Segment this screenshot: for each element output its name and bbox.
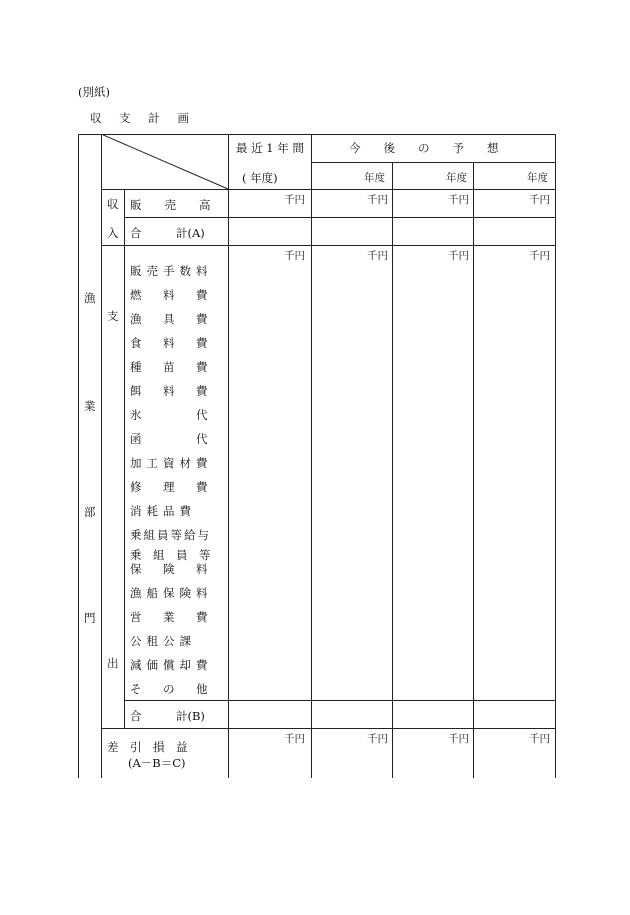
expense-item: 消耗品費 <box>130 504 196 518</box>
row-subtotal-b-label: 合 計(B) <box>130 709 205 723</box>
rule-future-col <box>311 134 312 778</box>
rule-label-col <box>101 134 102 778</box>
row-balance-formula: (A－B＝C) <box>128 756 186 770</box>
fishery-division-char-3: 部 <box>84 505 96 519</box>
expense-item: 漁 具 費 <box>130 312 213 326</box>
col-recent-year-fiscal: ( 年度) <box>242 171 278 185</box>
expense-item: 販売手数料 <box>130 264 213 278</box>
expense-item: そ の 他 <box>130 682 213 696</box>
future-year-2: 年度 <box>446 172 467 184</box>
rule-expense-items-bottom <box>124 700 556 701</box>
unit-sales-recent: 千円 <box>284 194 305 206</box>
expense-item: 保 険 料 <box>130 562 213 576</box>
expense-item: 乗 組 員 等 <box>130 548 211 562</box>
expense-char-1: 支 <box>107 309 119 323</box>
fishery-division-char-2: 業 <box>84 399 96 413</box>
expense-item: 餌 料 費 <box>130 384 213 398</box>
unit-balance-year3: 千円 <box>529 733 550 745</box>
fishery-division-char-4: 門 <box>84 611 96 625</box>
rule-recent-col <box>228 134 229 778</box>
future-year-1: 年度 <box>364 172 385 184</box>
col-recent-year-label: 最 近 1 年 間 <box>236 141 304 155</box>
row-subtotal-a-label: 合 計(A) <box>130 226 205 240</box>
rule-header-split <box>311 162 556 163</box>
row-sales-label: 販 売 高 <box>130 198 211 212</box>
unit-sales-year1: 千円 <box>367 194 388 206</box>
attachment-label: (別紙) <box>78 85 110 99</box>
rule-right <box>555 134 556 778</box>
expense-item: 加工資材費 <box>130 456 213 470</box>
unit-balance-recent: 千円 <box>284 733 305 745</box>
unit-expense-year2: 千円 <box>448 250 469 262</box>
income-char-1: 収 <box>107 197 119 211</box>
expense-item: 営 業 費 <box>130 610 213 624</box>
fishery-division-char-1: 漁 <box>84 291 96 305</box>
unit-sales-year3: 千円 <box>529 194 550 206</box>
expense-item: 公租公課 <box>130 634 196 648</box>
future-year-3: 年度 <box>527 172 548 184</box>
income-char-2: 入 <box>107 226 119 240</box>
rule-expense-bottom <box>101 728 556 729</box>
unit-expense-year1: 千円 <box>367 250 388 262</box>
col-future-forecast: 今 後 の 予 想 <box>349 141 499 155</box>
rule-sales-bottom <box>124 217 556 218</box>
unit-sales-year2: 千円 <box>448 194 469 206</box>
plan-title: 収 支 計 画 <box>90 111 196 125</box>
expense-item: 乗組員等給与 <box>130 528 211 542</box>
expense-item: 修 理 費 <box>130 480 213 494</box>
rule-group-col <box>124 189 125 728</box>
expense-item: 種 苗 費 <box>130 360 213 374</box>
header-diagonal <box>101 134 229 190</box>
rule-income-bottom <box>101 245 556 246</box>
unit-balance-year1: 千円 <box>367 733 388 745</box>
unit-expense-recent: 千円 <box>284 250 305 262</box>
expense-item: 燃 料 費 <box>130 288 213 302</box>
expense-item: 減価償却費 <box>130 658 213 672</box>
expense-item: 漁船保険料 <box>130 586 213 600</box>
unit-expense-year3: 千円 <box>529 250 550 262</box>
rule-left <box>78 134 79 778</box>
expense-item: 氷 代 <box>130 408 213 422</box>
expense-item: 食 料 費 <box>130 336 213 350</box>
expense-char-2: 出 <box>107 656 119 670</box>
expense-item: 函 代 <box>130 432 213 446</box>
row-balance-label: 差 引 損 益 <box>107 740 188 754</box>
unit-balance-year2: 千円 <box>448 733 469 745</box>
